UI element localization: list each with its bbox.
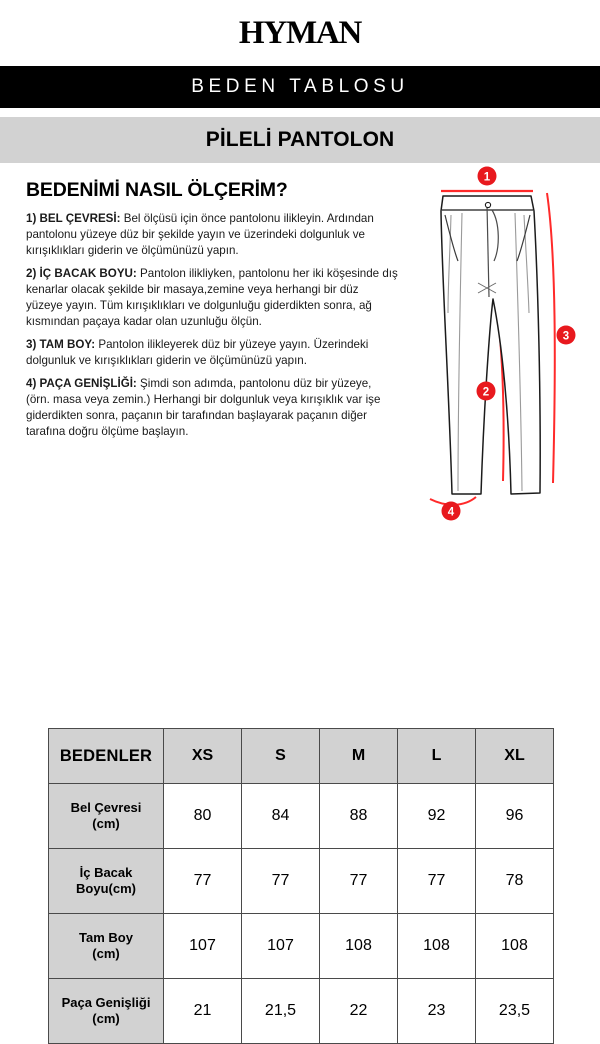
row-label-hem-unit: (cm): [92, 1011, 120, 1026]
cell-hem-xs: 21: [164, 979, 242, 1044]
instruction-step-2: [26, 266, 398, 330]
cell-hem-s: 21,5: [242, 979, 320, 1044]
product-title-banner: [0, 117, 600, 163]
row-label-fulllength: [49, 914, 164, 979]
size-header-xl: XL: [476, 729, 554, 784]
size-header-m: M: [320, 729, 398, 784]
cell-inseam-l: 77: [398, 849, 476, 914]
cell-waist-m: 88: [320, 784, 398, 849]
size-table: [48, 728, 554, 1044]
size-table-container: [48, 728, 553, 1044]
marker-1: [478, 167, 497, 186]
table-row: [49, 849, 554, 914]
brand-logo: HYMAN: [238, 14, 362, 51]
step-1-label: 1) BEL ÇEVRESİ:: [26, 212, 121, 225]
cell-inseam-s: 77: [242, 849, 320, 914]
row-label-inseam: [49, 849, 164, 914]
measuring-instructions: [26, 179, 398, 447]
cell-hem-m: 22: [320, 979, 398, 1044]
size-table-body: [49, 784, 554, 1044]
main-content: [0, 163, 600, 1026]
cell-hem-xl: 23,5: [476, 979, 554, 1044]
row-label-hem-text: Paça Genişliği: [61, 994, 151, 1010]
marker-3-label: 3: [562, 330, 570, 343]
marker-4: [442, 502, 461, 521]
cell-inseam-xl: 78: [476, 849, 554, 914]
black-title-banner: [0, 66, 600, 108]
cell-waist-s: 84: [242, 784, 320, 849]
size-table-head: [49, 729, 554, 784]
brand-header: [0, 0, 600, 66]
step-4-label: 4) PAÇA GENİŞLİĞİ:: [26, 376, 137, 390]
pants-illustration-svg: [414, 163, 600, 523]
instruction-step-1: [26, 211, 398, 259]
marker-1-label: 1: [483, 171, 491, 184]
marker-3: [557, 326, 576, 345]
row-label-inseam-text: İç Bacak: [79, 864, 133, 880]
cell-fulllength-xs: 107: [164, 914, 242, 979]
row-label-waist: [49, 784, 164, 849]
row-label-hem: [49, 979, 164, 1044]
instructions-heading: BEDENİMİ NASIL ÖLÇERİM?: [26, 179, 288, 201]
cell-fulllength-m: 108: [320, 914, 398, 979]
step-1-text: Bel ölçüsü için önce pantolonu ilikleyin. Ardından pantolonu yüzeye düz bir şekilde yayın ve üzerindeki dolgunluk ve kırışıklıkları giderin ve ölçümünüzü yapın.: [26, 212, 374, 257]
size-header-s: S: [242, 729, 320, 784]
step-3-label: 3) TAM BOY:: [26, 337, 96, 351]
row-label-waist-text: Bel Çevresi: [70, 799, 142, 815]
marker-2-label: 2: [482, 386, 490, 399]
row-label-waist-unit: (cm): [92, 816, 120, 831]
table-row: [49, 784, 554, 849]
table-row: [49, 914, 554, 979]
waist-button: [485, 202, 490, 207]
product-title-text: PİLELİ PANTOLON: [205, 128, 395, 151]
table-corner-label: BEDENLER: [49, 729, 164, 784]
instruction-step-4: [26, 376, 398, 440]
cell-fulllength-xl: 108: [476, 914, 554, 979]
full-length-measure-line: [547, 193, 555, 483]
cell-waist-l: 92: [398, 784, 476, 849]
cell-hem-l: 23: [398, 979, 476, 1044]
table-row: [49, 979, 554, 1044]
black-banner-text: BEDEN TABLOSU: [191, 76, 409, 97]
instruction-step-3: [26, 337, 398, 369]
cell-inseam-xs: 77: [164, 849, 242, 914]
row-label-inseam-unit: (cm): [108, 881, 136, 896]
size-header-l: L: [398, 729, 476, 784]
size-table-header-row: [49, 729, 554, 784]
step-3-text: Pantolon ilikleyerek düz bir yüzeye yayın. Üzerindeki dolgunluk ve kırışıklıkları giderin ve ölçümünüzü yapın.: [26, 337, 369, 367]
banner-divider: [0, 108, 600, 117]
size-header-xs: XS: [164, 729, 242, 784]
step-4-text: Şimdi son adımda, pantolonu düz bir yüzeye, (örn. masa veya zemin.) Herhangi bir dolgunluk veya kırışıklık var işe giderdikten sonra, paçanın bir tarafından başlayarak paçanın diğer tarafına doğru ölçüme başlayın.: [26, 376, 381, 438]
row-label-inseam-text2: Boyu: [76, 881, 109, 896]
cell-waist-xs: 80: [164, 784, 242, 849]
cell-fulllength-l: 108: [398, 914, 476, 979]
row-label-fulllength-unit: (cm): [92, 946, 120, 961]
step-2-text: Pantolon ilikliyken, pantolonu her iki köşesinde dış kenarlar olacak şekilde bir masaya,zemine veya herhangi bir düz yüzeye yayın. Tüm kırışıklıkları ve dolgunluğu giderdikten sonra, ağ kısmından paçaya kadar olan uzunluğu ölçün.: [26, 266, 398, 328]
marker-2: [477, 382, 496, 401]
cell-fulllength-s: 107: [242, 914, 320, 979]
step-2-label: 2) İÇ BACAK BOYU:: [26, 266, 137, 280]
cell-waist-xl: 96: [476, 784, 554, 849]
row-label-fulllength-text: Tam Boy: [79, 929, 133, 945]
cell-inseam-m: 77: [320, 849, 398, 914]
marker-4-label: 4: [447, 506, 455, 519]
pants-diagram: [414, 163, 600, 523]
